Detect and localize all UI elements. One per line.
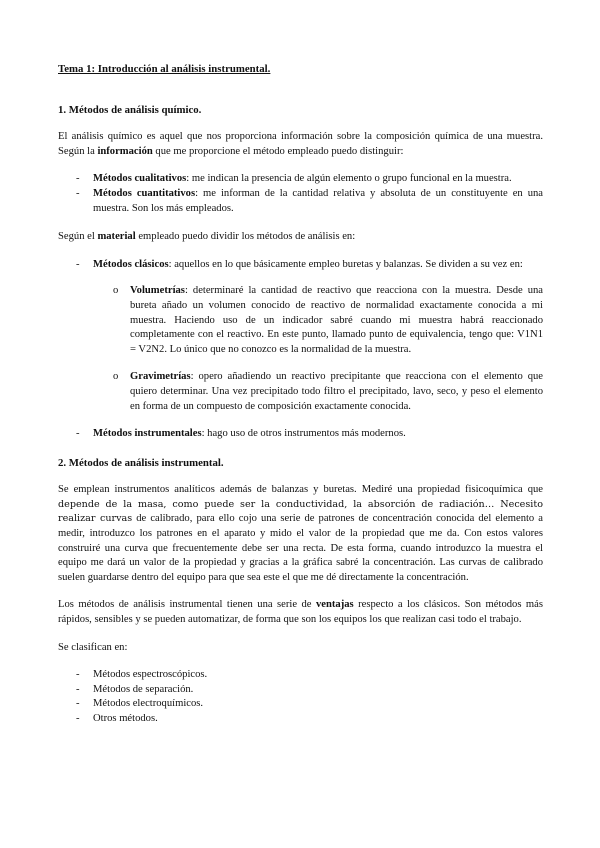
sublist-item-gravimetrias [58,370,543,414]
clasicos-sublist [58,284,543,414]
section-2-heading: 2. Métodos de análisis instrumental. [58,456,224,469]
dash-bullet: - [76,187,80,199]
intro-bold: información [97,145,153,157]
term-clasicos: Métodos clásicos [93,258,169,270]
desc-gravimetrias: : opero añadiendo un reactivo precipitante que reacciona con el elemento que quiero determinar. Una vez precipitado todo filtro el precipitado, lavo, seco, y peso el elemento en forma de un compuesto de composición exactamente conocida. [130,371,543,412]
term-instrumentales: Métodos instrumentales [93,428,202,440]
list-item-clasicos [58,258,543,273]
p2-bold: ventajas [316,599,354,611]
section-2-paragraph-3: Se clasifican en: [58,641,128,653]
term-cuantitativos: Métodos cuantitativos [93,187,196,199]
section-2-paragraph-2 [58,598,543,627]
item-text: Otros métodos. [93,713,158,724]
p1-text-a: Se emplean instrumentos analíticos además de balanzas y buretas. Mediré una propiedad fisicoquímica que [58,484,543,496]
circle-bullet: o [113,285,119,297]
section-1-heading: 1. Métodos de análisis químico. [58,103,202,116]
section-2-paragraph-1 [58,483,543,585]
p1-text-alt-font: depende de la masa, como puede ser la conductividad, la absorción de radiación… Necesito realizar curvas [58,498,543,525]
material-bold: material [97,231,136,243]
list-item-cuantitativos [58,187,543,216]
document-page [58,62,543,741]
term-volumetrias: Volumetrías [130,285,185,297]
material-list [58,258,543,273]
dash-bullet: - [76,698,80,710]
sublist-item-volumetrias [58,284,543,357]
material-text-2: empleado puedo dividir los métodos de análisis en: [135,231,356,243]
document-title: Tema 1: Introducción al análisis instrumental. [58,63,271,75]
intro-text-1: El análisis químico es aquel que nos proporciona información sobre la composición química de una muestra. Según la [58,131,543,157]
intro-text-2: que me proporcione el método empleado puedo distinguir: [152,145,404,157]
item-text: Métodos electroquímicos. [93,698,204,710]
section-1-intro [58,130,543,159]
list-item-cualitativos [58,172,543,187]
dash-bullet: - [76,669,80,681]
p1-text-b: de calibrado, para ello cojo una serie de patrones de concentración conocida del elemento a medir, introduzco los patrones en el aparato y mido el valor de la propiedad que me da. Con estos valores construiré una curva que frecuentemente debe ser una recta. De esta forma, cuando introduzco la muestra el equipo me dará un valor de la propiedad y gracias a la gráfica sabré la concentración. Las curvas de calibrado suelen guardarse dentro del equipo para que sea este el que me dé directamente la concentración. [58,513,544,583]
classification-list [58,668,543,726]
list-item-instrumentales [58,427,543,442]
list-item-separacion [58,683,543,698]
term-gravimetrias: Gravimetrías [130,371,191,383]
item-text: Métodos de separación. [93,683,194,695]
dash-bullet: - [76,428,80,440]
circle-bullet: o [113,371,119,383]
desc-clasicos: : aquellos en lo que básicamente empleo buretas y balanzas. Se dividen a su vez en: [168,258,523,270]
list-item-electroquimicos [58,697,543,712]
material-intro [58,230,543,245]
desc-cuantitativos: : me informan de la cantidad relativa y absoluta de un constituyente en una muestra. Son los más empleados. [93,187,543,214]
desc-instrumentales: : hago uso de otros instrumentos más modernos. [201,428,406,440]
analysis-type-list [58,172,543,216]
desc-volumetrias: : determinaré la cantidad de reactivo que reacciona con la muestra. Desde una bureta añado un volumen conocido de reactivo de normalidad exactamente conocida a mi muestra. Haciendo uso de un indicador sabré cuando mi muestra habrá reaccionado completamente con el reactivo. En este punto, llamado punto de equivalencia, tengo que: V1N1 = V2N2. Lo único que no conozco es la normalidad de la muestra. [130,285,543,355]
desc-cualitativos: : me indican la presencia de algún elemento o grupo funcional en la muestra. [186,173,512,185]
term-cualitativos: Métodos cualitativos [93,173,187,185]
dash-bullet: - [76,683,80,695]
p2-text-b: respecto a los clásicos. Son métodos más rápidos, sensibles y se pueden automatizar, de forma que son los equipos los que realizan casi todo el trabajo. [58,599,543,626]
material-text-1: Según el [58,231,98,243]
instrumentales-list [58,427,543,442]
dash-bullet: - [76,258,80,270]
dash-bullet: - [76,173,80,185]
p2-text-a: Los métodos de análisis instrumental tienen una serie de [58,599,316,611]
list-item-otros [58,712,543,727]
dash-bullet: - [76,713,80,724]
item-text: Métodos espectroscópicos. [93,669,208,681]
list-item-espectroscopicos [58,668,543,683]
